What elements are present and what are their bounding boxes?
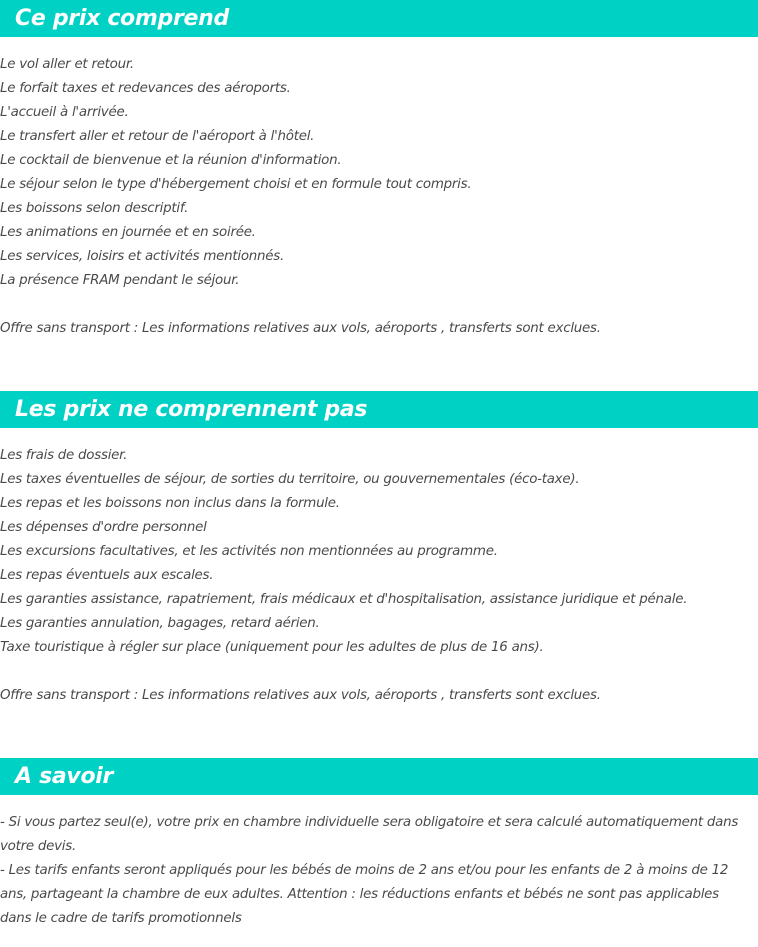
included-list [0,53,758,341]
list-item: Le vol aller et retour. [0,57,134,72]
section-title-excluded: Les prix ne comprennent pas [0,391,758,428]
list-item: Les dépenses d'ordre personnel [0,520,207,535]
section-title-included: Ce prix comprend [0,0,758,37]
list-item: Les repas éventuels aux escales. [0,568,214,583]
list-item: L'accueil à l'arrivée. [0,105,129,120]
list-item: Les excursions facultatives, et les activités non mentionnées au programme. [0,544,498,559]
list-item: Le séjour selon le type d'hébergement choisi et en formule tout compris. [0,177,472,192]
list-item: Les frais de dossier. [0,448,128,463]
list-item: Les taxes éventuelles de séjour, de sorties du territoire, ou gouvernementales (éco-taxe). [0,472,580,487]
list-item: Les services, loisirs et activités mentionnés. [0,249,284,264]
list-item: Taxe touristique à régler sur place (uniquement pour les adultes de plus de 16 ans). [0,640,544,655]
section-title-info: A savoir [0,758,758,795]
list-item: Les animations en journée et en soirée. [0,225,256,240]
info-paragraph-children: - Les tarifs enfants seront appliqués pour les bébés de moins de 2 ans et/ou pour les enfants de 2 à moins de 12 ans, partageant la chambre de eux adultes. Attention : les réductions enfants et bébés ne sont pas applicables dans le cadre de tarifs promotionnels [0,863,729,926]
no-transport-note: Offre sans transport : Les informations relatives aux vols, aéroports , transferts sont exclues. [0,688,601,703]
list-item: Le forfait taxes et redevances des aéroports. [0,81,291,96]
list-item: Le transfert aller et retour de l'aéroport à l'hôtel. [0,129,315,144]
spacer [0,660,758,684]
list-item: Les boissons selon descriptif. [0,201,189,216]
no-transport-note: Offre sans transport : Les informations relatives aux vols, aéroports , transferts sont exclues. [0,321,601,336]
info-paragraph-single: - Si vous partez seul(e), votre prix en chambre individuelle sera obligatoire et sera calculé automatiquement dans votre devis. [0,815,739,854]
list-item: Le cocktail de bienvenue et la réunion d'information. [0,153,342,168]
list-item: La présence FRAM pendant le séjour. [0,273,240,288]
list-item: Les repas et les boissons non inclus dans la formule. [0,496,340,511]
excluded-list [0,444,758,708]
spacer [0,293,758,317]
list-item: Les garanties assistance, rapatriement, frais médicaux et d'hospitalisation, assistance juridique et pénale. [0,592,688,607]
list-item: Les garanties annulation, bagages, retard aérien. [0,616,320,631]
